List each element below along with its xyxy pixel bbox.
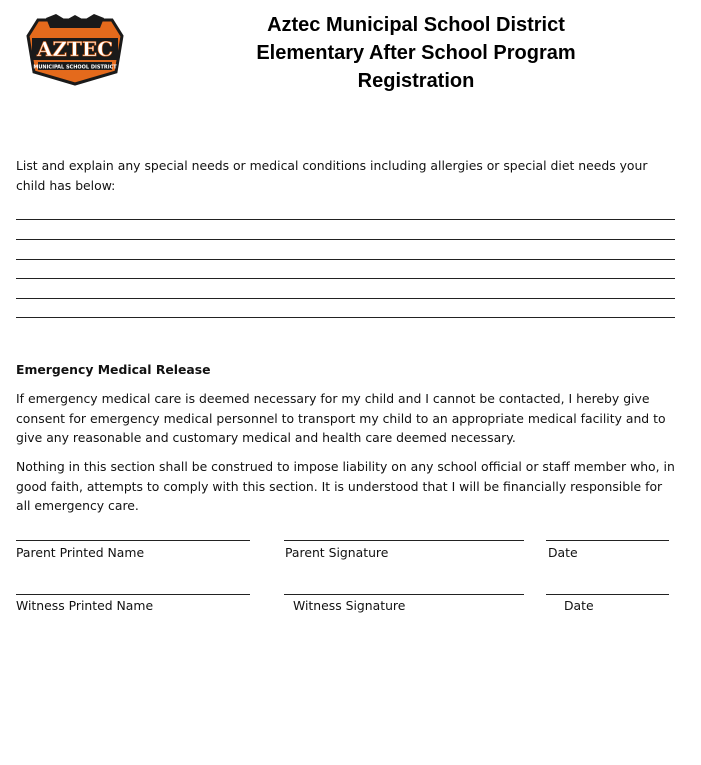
- parent-signature-label: Parent Signature: [285, 545, 389, 560]
- answer-line[interactable]: [16, 219, 675, 220]
- logo-subtext: MUNICIPAL SCHOOL DISTRICT: [33, 64, 117, 71]
- title-line: Elementary After School Program: [256, 42, 576, 64]
- answer-line[interactable]: [16, 298, 675, 299]
- title-line: Aztec Municipal School District: [267, 14, 565, 36]
- parent-date-line[interactable]: [546, 540, 669, 541]
- liability-paragraph: Nothing in this section shall be construed to impose liability on any school official or staff member who, in good faith, attempts to comply with this section. It is understood that I will be financially responsible for all emergency care.: [16, 459, 675, 513]
- parent-date-label: Date: [548, 545, 578, 560]
- section-heading: Emergency Medical Release: [16, 362, 211, 377]
- aztec-logo: [26, 14, 124, 86]
- answer-line[interactable]: [16, 259, 675, 260]
- witness-date-label: Date: [564, 598, 594, 613]
- answer-line[interactable]: [16, 317, 675, 318]
- answer-line[interactable]: [16, 278, 675, 279]
- logo-text: AZTEC: [36, 37, 114, 61]
- witness-printed-name-line[interactable]: [16, 594, 250, 595]
- parent-printed-name-label: Parent Printed Name: [16, 545, 145, 560]
- special-needs-prompt: List and explain any special needs or medical conditions including allergies or special diet needs your child has below:: [16, 158, 648, 193]
- witness-signature-label: Witness Signature: [293, 598, 406, 613]
- answer-line[interactable]: [16, 239, 675, 240]
- consent-paragraph: If emergency medical care is deemed necessary for my child and I cannot be contacted, I hereby give consent for emergency medical personnel to transport my child to an appropriate medical facility and to give any reasonable and customary medical and health care deemed necessary.: [16, 391, 666, 445]
- witness-signature-line[interactable]: [284, 594, 524, 595]
- parent-printed-name-line[interactable]: [16, 540, 250, 541]
- parent-signature-line[interactable]: [284, 540, 524, 541]
- witness-date-line[interactable]: [546, 594, 669, 595]
- witness-printed-name-label: Witness Printed Name: [16, 598, 154, 613]
- title-line: Registration: [357, 70, 475, 92]
- form-title: [200, 11, 632, 95]
